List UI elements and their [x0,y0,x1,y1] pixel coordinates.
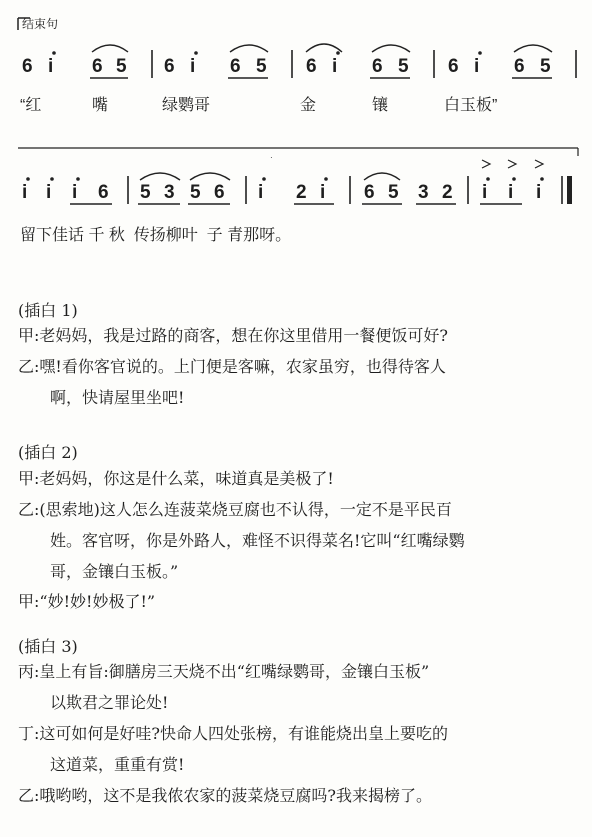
speaker: 甲: [18,592,40,611]
note: i [474,56,480,77]
note: i [190,56,196,77]
dialogue-line [18,586,588,617]
note: 5 [116,56,127,77]
score-row-1 [22,44,576,78]
note: 5 [256,56,267,77]
speaker: 甲: [18,469,40,488]
lyric: 镶 [372,97,389,114]
dialogue-line [18,656,588,718]
block-title: (插白 3) [18,637,78,656]
svg-text:·: · [270,153,273,162]
line-text-cont: 这道菜，重重有赏! [50,755,185,774]
lyric: 绿鹦哥 [162,97,211,114]
line-text: 哦哟哟，这不是我侬农家的菠菜烧豆腐吗?我来揭榜了。 [39,786,432,805]
score-row-1-lyrics [20,95,497,114]
line-text: 嘿!看你客官说的。上门便是客嘛，农家虽穷，也得待客人 [39,357,446,376]
note: 5 [140,182,151,203]
line-text: “妙!妙!妙极了!” [39,592,156,611]
line-text-cont: 姓。客官呀，你是外路人，难怪不识得菜名!它叫“红嘴绿鹦 [50,531,465,550]
note: 2 [296,182,307,203]
line-text: 老妈妈，你这是什么菜，味道真是美极了! [39,469,334,488]
speaker: 甲: [18,326,40,345]
note: i [508,182,514,203]
score-row-2 [22,160,572,204]
note: 5 [540,56,551,77]
line-text: (思索地)这人怎么连菠菜烧豆腐也不认得，一定不是平民百 [39,500,452,519]
lyric: 嘴 [92,97,109,114]
note: 6 [98,182,109,203]
note: i [48,56,54,77]
note: i [22,182,28,203]
line-text: 这可如何是好哇?快命人四处张榜，有谁能烧出皇上要吃的 [39,724,448,743]
speaker: 乙: [18,357,40,376]
line-text: 皇上有旨:御膳房三天烧不出“红嘴绿鹦哥，金镶白玉板” [39,662,430,681]
note: 5 [190,182,201,203]
note: 3 [418,182,429,203]
speaker: 乙: [18,786,40,805]
line-text-cont: 哥，金镶白玉板。” [50,562,179,581]
line-text-cont: 啊，快请屋里坐吧! [50,388,185,407]
note: 6 [364,182,375,203]
note: 6 [448,56,459,77]
note: i [72,182,78,203]
note: 6 [230,56,241,77]
lyric: 金 [300,97,317,114]
note: 6 [22,56,33,77]
numbered-musical-score [0,0,592,260]
lyric: “红 [20,97,42,114]
line-text-cont: 以欺君之罪论处! [50,693,169,712]
dialogue-line [18,780,588,811]
note: i [332,56,338,77]
lyric: 白玉板” [444,97,498,114]
note: 3 [164,182,175,203]
note: 6 [214,182,225,203]
speaker: 丁: [18,724,40,743]
block-title: (插白 2) [18,443,78,462]
note: 6 [306,56,317,77]
block-title: (插白 1) [18,301,78,320]
note: 6 [164,56,175,77]
note: 6 [372,56,383,77]
line-text: 老妈妈，我是过路的商客，想在你这里借用一餐便饭可好? [39,326,448,345]
dialogue-line [18,494,588,587]
score-label: 结束句 [22,17,59,31]
note: i [258,182,264,203]
note: 5 [388,182,399,203]
dialogue-line [18,463,588,494]
speaker: 乙: [18,500,40,519]
note: i [320,182,326,203]
note: 5 [398,56,409,77]
dialogue-line [18,351,588,413]
note: i [536,182,542,203]
note: i [482,182,488,203]
speaker: 丙: [18,662,40,681]
dialogue-line [18,320,588,351]
note: 6 [514,56,525,77]
score-row-2-lyrics: 留下佳话 千 秋 传扬柳叶 子 青那呀。 [20,227,292,244]
note: 2 [442,182,453,203]
note: i [46,182,52,203]
dialogue-line [18,718,588,780]
note: 6 [92,56,103,77]
